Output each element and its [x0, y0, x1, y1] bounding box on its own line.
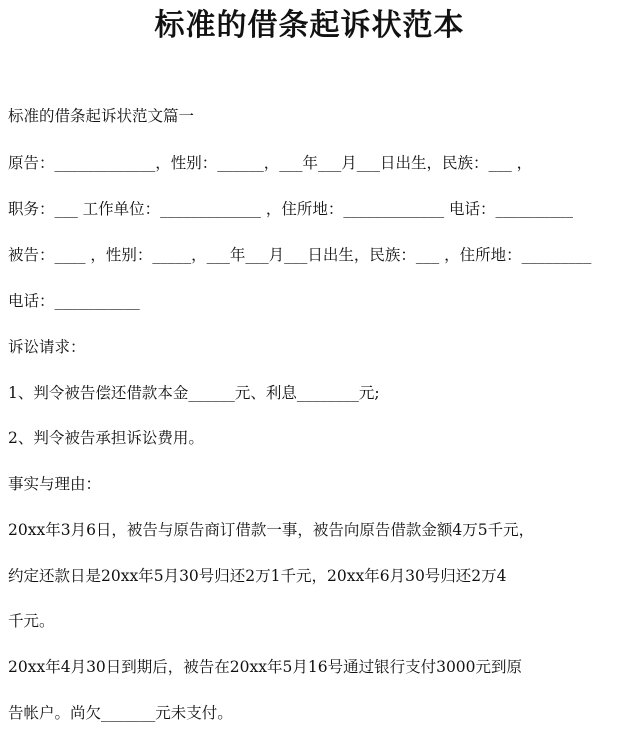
facts-paragraph-1-line-3: 千元。 — [8, 612, 55, 630]
facts-paragraph-2-line-2: 告帐户。尚欠_______元未支付。 — [8, 704, 233, 722]
facts-paragraph-1-line-2: 约定还款日是20xx年5月30号归还2万1千元，20xx年6月30号归还2万4 — [8, 567, 507, 585]
facts-heading: 事实与理由： — [8, 475, 102, 493]
plaintiff-line-2: 职务：___ 工作单位：_____________ ，住所地：_____________ 电话：__________ — [8, 200, 574, 218]
section-heading: 标准的借条起诉状范文篇一 — [8, 107, 195, 125]
facts-paragraph-2-line-1: 20xx年4月30日到期后，被告在20xx年5月16号通过银行支付3000元到原 — [8, 658, 523, 676]
plaintiff-line-1: 原告：_____________，性别：______，___年___月___日出生，民族：___ ， — [8, 154, 533, 172]
document-title: 标准的借条起诉状范本 — [154, 8, 465, 43]
defendant-line-2: 电话：___________ — [8, 292, 140, 310]
claim-1: 1、判令被告偿还借款本金______元、利息________元; — [8, 384, 380, 402]
defendant-line-1: 被告：____ ，性别：_____，___年___月___日出生，民族：___ ，住所地：_________ — [8, 246, 592, 264]
claims-heading: 诉讼请求： — [8, 338, 86, 356]
facts-paragraph-1-line-1: 20xx年3月6日，被告与原告商订借款一事，被告向原告借款金额4万5千元， — [8, 521, 535, 539]
claim-2: 2、判令被告承担诉讼费用。 — [8, 429, 204, 447]
